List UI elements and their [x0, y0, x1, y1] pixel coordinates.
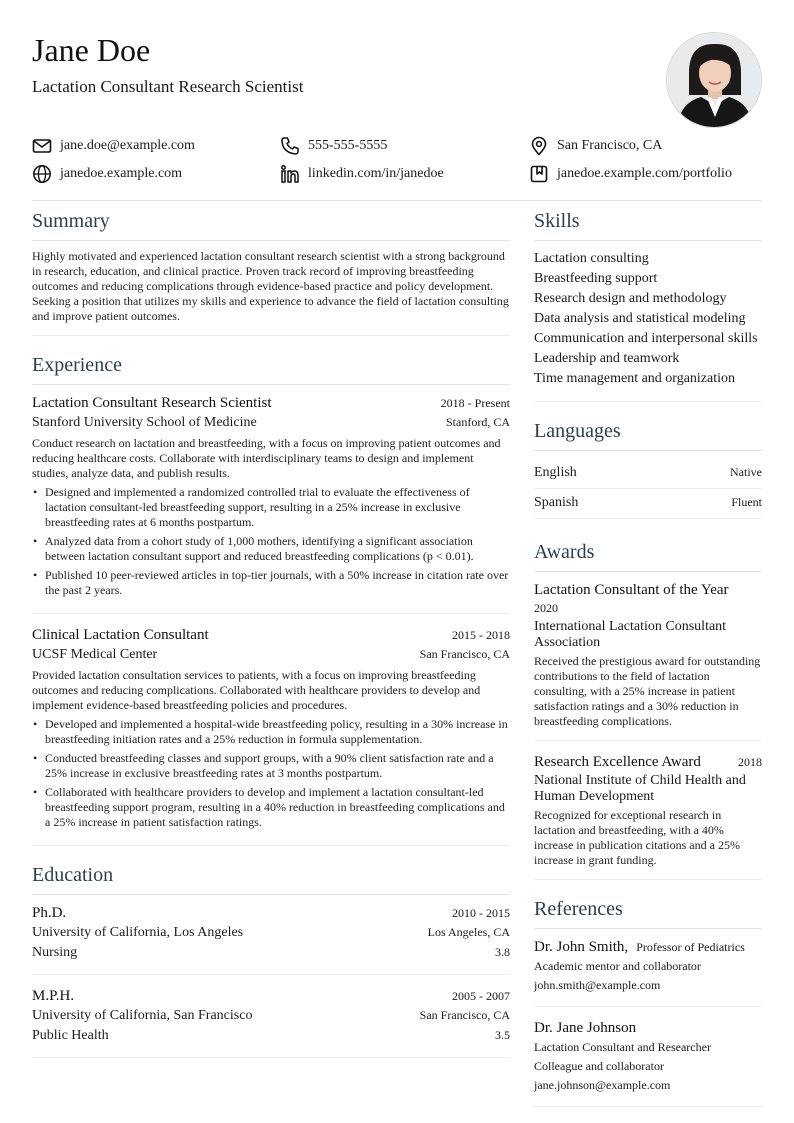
skill-item: Data analysis and statistical modeling: [534, 311, 746, 326]
skill-item: Leadership and teamwork: [534, 351, 680, 366]
experience-position: Lactation Consultant Research Scientist: [32, 395, 272, 411]
main-column: [32, 208, 510, 1074]
reference-item: [534, 1018, 762, 1107]
award-date: 2020: [534, 601, 558, 615]
experience-item: [32, 625, 510, 846]
side-column: [534, 208, 762, 1123]
education-location: Los Angeles, CA: [427, 925, 510, 939]
education-dates: 2005 - 2007: [452, 989, 510, 1003]
award-org: International Lactation Consultant Association: [534, 619, 727, 650]
experience-position: Clinical Lactation Consultant: [32, 627, 209, 643]
languages-heading: Languages: [534, 418, 762, 451]
education-field: Public Health: [32, 1028, 109, 1043]
summary-heading: Summary: [32, 208, 510, 241]
skill-item: Lactation consulting: [534, 251, 649, 266]
summary-section: [32, 208, 510, 336]
experience-description: Conduct research on lactation and breastfeeding, with a focus on improving patient outcomes and reducing healthcare costs. Collaborate with interdisciplinary teams to design and implement studies, analyze data, and publish results.: [32, 436, 501, 480]
globe-icon: [32, 164, 52, 184]
contact-portfolio-text: janedoe.example.com/portfolio: [557, 166, 732, 181]
experience-bullet: • Analyzed data from a cohort study of 1,000 mothers, identifying a significant association between lactation consultant support and reduced breastfeeding complications (p < 0.01).: [32, 534, 510, 564]
award-date: 2018: [738, 755, 762, 769]
reference-email[interactable]: jane.johnson@example.com: [534, 1078, 671, 1092]
skill-item: Research design and methodology: [534, 291, 727, 306]
experience-bullets: [32, 485, 510, 598]
education-section: [32, 862, 510, 1058]
education-degree: Ph.D.: [32, 905, 67, 921]
skill-item: Communication and interpersonal skills: [534, 331, 758, 346]
experience-item: [32, 393, 510, 614]
header-divider: [32, 200, 762, 201]
education-gpa: 3.8: [495, 945, 510, 959]
language-level: Native: [730, 465, 762, 479]
experience-bullets: [32, 717, 510, 830]
experience-dates: 2015 - 2018: [452, 628, 510, 642]
contact-linkedin-text: linkedin.com/in/janedoe: [308, 166, 444, 181]
language-item: [534, 489, 762, 519]
education-dates: 2010 - 2015: [452, 906, 510, 920]
references-heading: References: [534, 896, 762, 929]
reference-line: Lactation Consultant and Researcher: [534, 1040, 711, 1054]
education-heading: Education: [32, 862, 510, 895]
education-school: University of California, Los Angeles: [32, 925, 244, 940]
education-location: San Francisco, CA: [419, 1008, 510, 1022]
contact-linkedin[interactable]: [280, 162, 444, 186]
experience-org: Stanford University School of Medicine: [32, 415, 257, 430]
reference-item: [534, 937, 762, 1007]
contact-location-text: San Francisco, CA: [557, 138, 663, 153]
map-pin-icon: [529, 136, 549, 156]
award-description: Recognized for exceptional research in lactation and breastfeeding, with a 40% increase in publication citations and a 25% increase in grant funding.: [534, 808, 740, 867]
experience-bullet: • Collaborated with healthcare providers to develop and implement a lactation consultant-led breastfeeding support program, resulting in a 40% reduction in breastfeeding complications and a 25% increase in patient satisfaction ratings.: [32, 785, 510, 830]
contact-website-text: janedoe.example.com: [60, 166, 183, 181]
skill-item: Time management and organization: [534, 371, 736, 386]
linkedin-icon: [280, 164, 300, 184]
education-gpa: 3.5: [495, 1028, 510, 1042]
profile-photo-image: [667, 33, 762, 128]
reference-name: Dr. John Smith,: [534, 939, 629, 955]
experience-dates: 2018 - Present: [440, 396, 510, 410]
award-description: Received the prestigious award for outstanding contributions to the field of lactation consulting, with a 25% increase in patient satisfaction ratings and a 30% reduction in breastfeeding complications.: [534, 654, 761, 728]
experience-heading: Experience: [32, 352, 510, 385]
contact-email-text: jane.doe@example.com: [60, 138, 195, 153]
experience-bullet: • Designed and implemented a randomized controlled trial to evaluate the effectiveness of lactation consultant-led breastfeeding support, resulting in a 25% increase in exclusive breastfeeding rates at 6 months postpartum.: [32, 485, 510, 530]
experience-location: San Francisco, CA: [419, 647, 510, 661]
award-org: National Institute of Child Health and Human Development: [534, 773, 746, 804]
experience-org: UCSF Medical Center: [32, 647, 158, 662]
awards-heading: Awards: [534, 539, 762, 572]
reference-line: Colleague and collaborator: [534, 1059, 664, 1073]
phone-icon: [280, 136, 300, 156]
skills-heading: Skills: [534, 208, 762, 241]
award-title: Lactation Consultant of the Year: [534, 582, 729, 598]
award-item: [534, 580, 762, 741]
education-degree: M.P.H.: [32, 988, 75, 1004]
awards-section: [534, 539, 762, 880]
contact-portfolio[interactable]: [529, 162, 732, 186]
skill-item: Breastfeeding support: [534, 271, 658, 286]
experience-location: Stanford, CA: [446, 415, 510, 429]
education-item: [32, 903, 510, 975]
experience-description: Provided lactation consultation services to patients, with a focus on improving breastfeeding outcomes and reducing complications. Collaborated with healthcare providers to develop and implement evidence-based breastfeeding policies and procedures.: [32, 668, 481, 712]
education-item: [32, 986, 510, 1058]
reference-name: Dr. Jane Johnson: [534, 1020, 637, 1036]
language-name: English: [534, 465, 577, 480]
language-item: [534, 459, 762, 489]
experience-section: [32, 352, 510, 846]
contact-email[interactable]: [32, 134, 195, 158]
reference-line: Academic mentor and collaborator: [534, 959, 701, 973]
award-title: Research Excellence Award: [534, 754, 701, 770]
contact-website[interactable]: [32, 162, 182, 186]
experience-bullet: • Published 10 peer-reviewed articles in top-tier journals, with a 50% increase in citation rate over the past 2 years.: [32, 568, 510, 598]
skills-section: [534, 208, 762, 402]
language-name: Spanish: [534, 495, 579, 510]
reference-title: Professor of Pediatrics: [636, 940, 745, 954]
experience-bullet: • Developed and implemented a hospital-wide breastfeeding policy, resulting in a 30% increase in breastfeeding initiation rates and a 25% reduction in formula supplementation.: [32, 717, 510, 747]
contact-phone[interactable]: [280, 134, 387, 158]
profile-photo: [666, 32, 762, 128]
reference-email[interactable]: john.smith@example.com: [534, 978, 661, 992]
experience-bullet: • Conducted breastfeeding classes and support groups, with a 90% client satisfaction rate and a 25% increase in exclusive breastfeeding rates at 3 months postpartum.: [32, 751, 510, 781]
education-field: Nursing: [32, 945, 78, 960]
candidate-name: Jane Doe: [32, 32, 151, 68]
contact-phone-text: 555-555-5555: [308, 138, 388, 153]
education-school: University of California, San Francisco: [32, 1008, 253, 1023]
references-section: [534, 896, 762, 1107]
mail-icon: [32, 136, 52, 156]
languages-section: [534, 418, 762, 519]
contact-location: [529, 134, 662, 158]
award-item: [534, 752, 762, 880]
candidate-role: Lactation Consultant Research Scientist: [32, 77, 304, 96]
summary-text: Highly motivated and experienced lactation consultant research scientist with a strong background in research, education, and clinical practice. Proven track record of improving breastfeeding outcomes and reducing complications through evidence-based practice and policy development. Seeking a position that utilizes my skills and experience to advance the field of lactation consulting and improve patient outcomes.: [32, 249, 509, 323]
bookmark-icon: [529, 164, 549, 184]
language-level: Fluent: [731, 495, 762, 509]
